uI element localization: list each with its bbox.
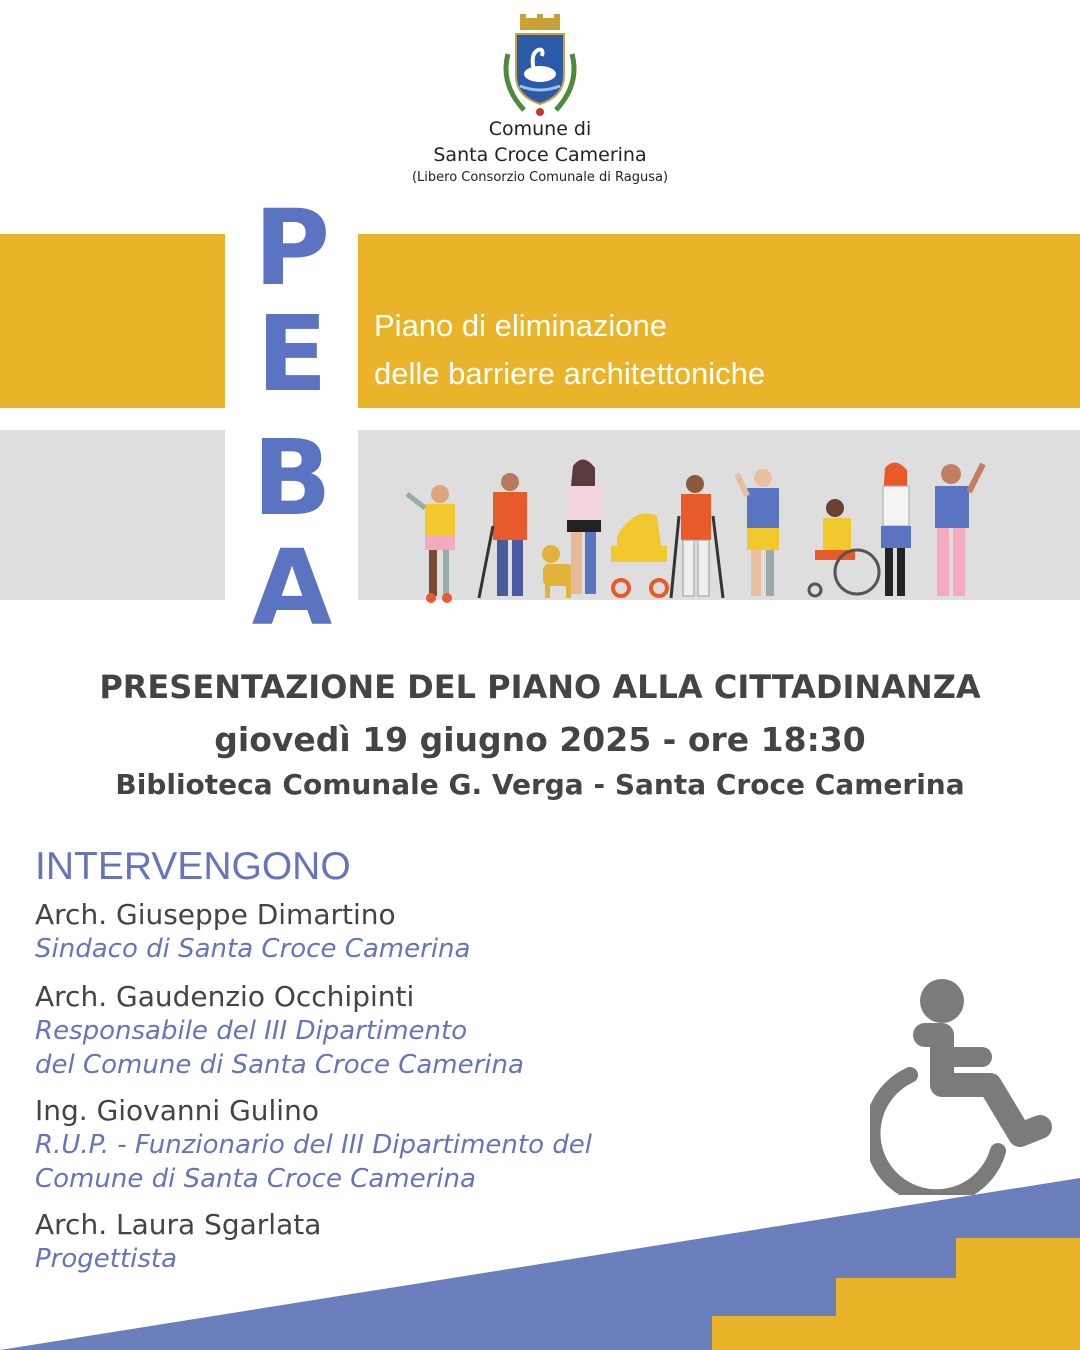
plan-subtitle-line2: delle barriere architettoniche [374,356,766,391]
event-date-time: giovedì 19 giugno 2025 - ore 18:30 [214,720,866,759]
plan-subtitle-line1: Piano di eliminazione [374,308,667,343]
speaker-role: R.U.P. - Funzionario del III Dipartimento del [35,1130,592,1160]
org-name-line1: Comune di [488,118,592,140]
acronym-letter-a: A [251,527,333,649]
gray-band-left [0,430,225,600]
event-title: PRESENTAZIONE DEL PIANO ALLA CITTADINANZA [99,668,981,706]
speaker-role: del Comune di Santa Croce Camerina [35,1050,524,1080]
people-illustration [395,446,995,606]
org-region: (Libero Consorzio Comunale di Ragusa) [411,170,669,185]
speaker-name: Arch. Laura Sgarlata [35,1208,322,1241]
speaker-role: Progettista [35,1244,178,1274]
speakers-heading: INTERVENGONO [35,845,351,888]
speaker-role: Responsabile del III Dipartimento [35,1016,468,1046]
speaker-name: Ing. Giovanni Gulino [35,1094,319,1127]
yellow-band-left [0,234,225,408]
acronym-letter-b: B [252,417,332,539]
speaker-name: Arch. Gaudenzio Occhipinti [35,980,415,1013]
event-location: Biblioteca Comunale G. Verga - Santa Croce Camerina [115,768,965,801]
acronym-letter-p: P [253,187,331,309]
acronym-letter-e: E [256,293,328,415]
speaker-name: Arch. Giuseppe Dimartino [35,898,396,931]
coat-of-arms-icon [494,14,586,124]
speaker-role: Sindaco di Santa Croce Camerina [35,934,471,964]
wheelchair-icon [870,975,1060,1195]
org-name-line2: Santa Croce Camerina [433,144,647,166]
speaker-role: Comune di Santa Croce Camerina [35,1164,476,1194]
